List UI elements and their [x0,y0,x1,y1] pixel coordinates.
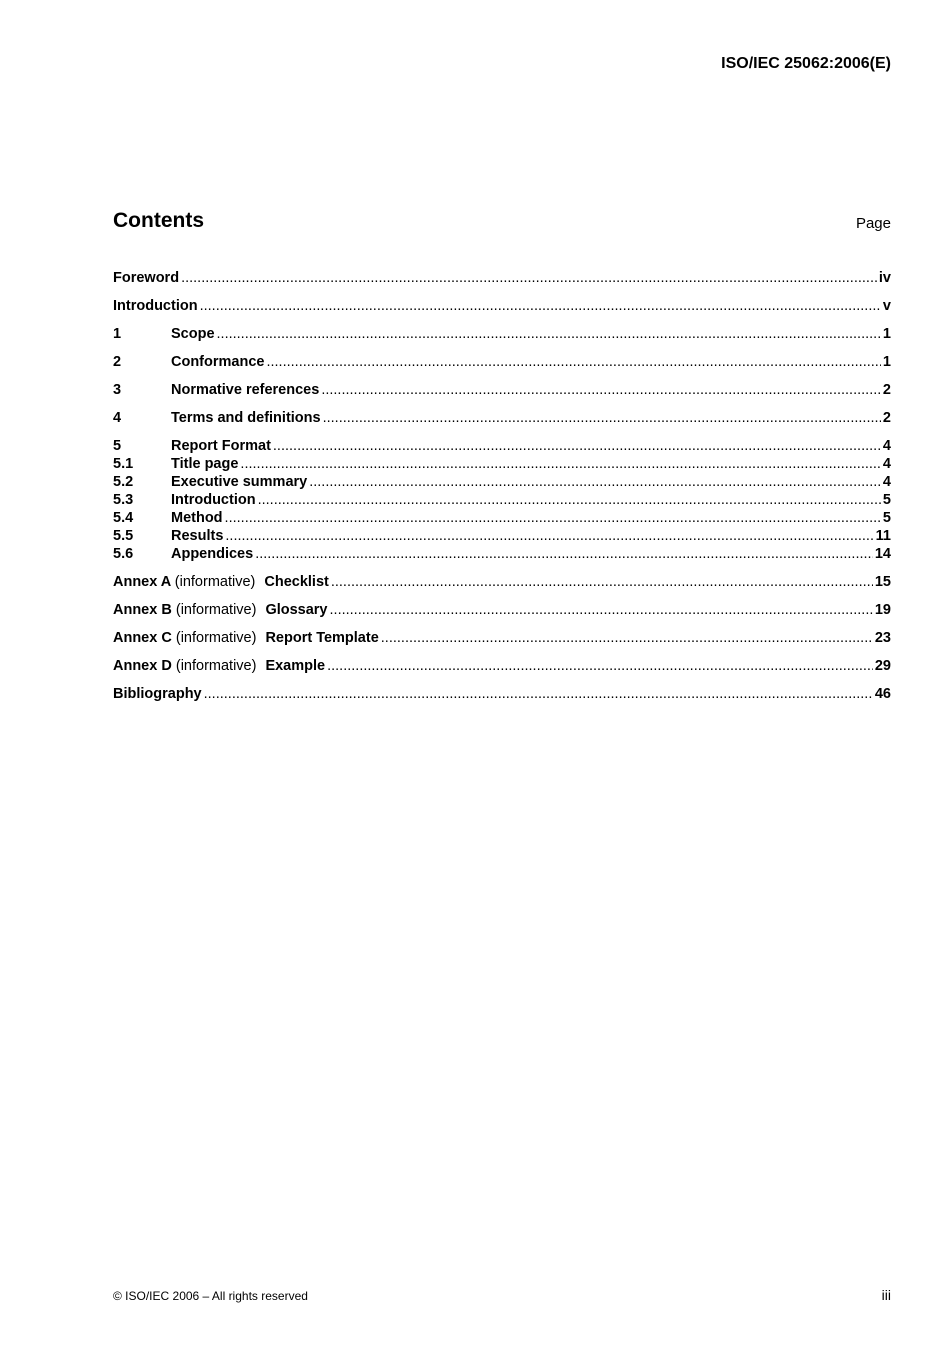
toc-entry-title: Appendices [171,546,254,562]
toc-leader-dots [327,657,873,675]
toc-entry-title: Report Format [171,438,271,454]
annex-type: (informative) [174,574,256,590]
toc-entry-number: 5.2 [113,474,134,490]
toc-entry-foreword[interactable] [113,269,891,287]
toc-entry-page: 1 [882,326,891,342]
annex-type: (informative) [175,658,257,674]
toc-entry-5-4[interactable] [113,509,891,527]
toc-leader-dots [225,509,881,527]
toc-entry-page: 23 [874,630,891,646]
toc-entry-title: Normative references [171,382,320,398]
footer-copyright: © ISO/IEC 2006 – All rights reserved [113,1289,308,1303]
toc-entry-annex-c[interactable] [113,629,891,647]
annex-prefix [113,573,264,591]
toc-entry-title: Example [265,658,326,674]
toc-entry-title: Terms and definitions [171,410,321,426]
toc-entry-page: 2 [882,382,891,398]
annex-prefix [113,629,265,647]
toc-leader-dots [217,325,881,343]
toc-entry-annex-d[interactable] [113,657,891,675]
toc-entry-title: Report Template [265,630,379,646]
toc-entry-title: Conformance [171,354,265,370]
toc-entry-5-3[interactable] [113,491,891,509]
toc-entry-3[interactable] [113,381,891,399]
toc-entry-number: 5.6 [113,546,134,562]
toc-entry-annex-a[interactable] [113,573,891,591]
page-column-label: Page [855,215,891,232]
toc-entry-page: 15 [874,574,891,590]
toc-leader-dots [240,455,881,473]
toc-entry-4[interactable] [113,409,891,427]
annex-prefix [113,657,265,675]
toc-entry-page: 4 [882,456,891,472]
table-of-contents [113,269,891,703]
toc-entry-5-5[interactable] [113,527,891,545]
annex-label: Annex D [113,658,172,674]
toc-entry-page: 29 [874,658,891,674]
toc-entry-number: 5.1 [113,456,134,472]
toc-entry-5-6[interactable] [113,545,891,563]
toc-entry-5-1[interactable] [113,455,891,473]
toc-leader-dots [204,685,873,703]
toc-leader-dots [321,381,881,399]
toc-leader-dots [200,297,881,315]
contents-heading: Contents [113,209,204,232]
toc-entry-number: 5.4 [113,510,134,526]
toc-entry-page: 14 [874,546,891,562]
document-id: ISO/IEC 25062:2006(E) [721,55,891,72]
toc-entry-page: 19 [874,602,891,618]
toc-entry-number: 1 [113,326,122,342]
toc-leader-dots [181,269,877,287]
toc-leader-dots [323,409,881,427]
toc-entry-title: Results [171,528,224,544]
toc-leader-dots [381,629,873,647]
toc-entry-title: Scope [171,326,215,342]
toc-entry-2[interactable] [113,353,891,371]
toc-leader-dots [273,437,881,455]
toc-entry-page: 5 [882,510,891,526]
annex-type: (informative) [175,602,257,618]
annex-prefix [113,601,265,619]
toc-entry-number: 3 [113,382,122,398]
toc-entry-page: 4 [882,474,891,490]
toc-entry-number: 5 [113,438,122,454]
toc-entry-page: 5 [882,492,891,508]
toc-entry-title: Executive summary [171,474,308,490]
toc-entry-title: Introduction [113,298,198,314]
toc-entry-title: Checklist [264,574,329,590]
toc-entry-number: 2 [113,354,122,370]
footer-page-number: iii [881,1287,891,1303]
toc-leader-dots [225,527,873,545]
toc-leader-dots [330,601,873,619]
toc-entry-page: 46 [874,686,891,702]
toc-entry-5[interactable] [113,437,891,455]
annex-label: Annex B [113,602,172,618]
toc-entry-page: 2 [882,410,891,426]
toc-entry-page: iv [878,270,891,286]
toc-leader-dots [266,353,880,371]
toc-entry-title: Glossary [265,602,328,618]
toc-leader-dots [258,491,881,509]
toc-leader-dots [331,573,873,591]
toc-leader-dots [255,545,873,563]
toc-entry-introduction[interactable] [113,297,891,315]
toc-entry-5-2[interactable] [113,473,891,491]
toc-entry-number: 5.3 [113,492,134,508]
toc-entry-title: Method [171,510,223,526]
toc-entry-title: Title page [171,456,239,472]
toc-entry-annex-b[interactable] [113,601,891,619]
toc-entry-number: 4 [113,410,122,426]
toc-entry-number: 5.5 [113,528,134,544]
annex-label: Annex A [113,574,171,590]
toc-entry-page: v [882,298,891,314]
toc-entry-page: 1 [882,354,891,370]
toc-entry-page: 11 [875,528,891,544]
annex-label: Annex C [113,630,172,646]
toc-entry-title: Bibliography [113,686,202,702]
toc-entry-1[interactable] [113,325,891,343]
toc-entry-bibliography[interactable] [113,685,891,703]
toc-entry-title: Introduction [171,492,256,508]
annex-type: (informative) [175,630,257,646]
toc-entry-title: Foreword [113,270,180,286]
toc-leader-dots [309,473,881,491]
toc-entry-page: 4 [882,438,891,454]
